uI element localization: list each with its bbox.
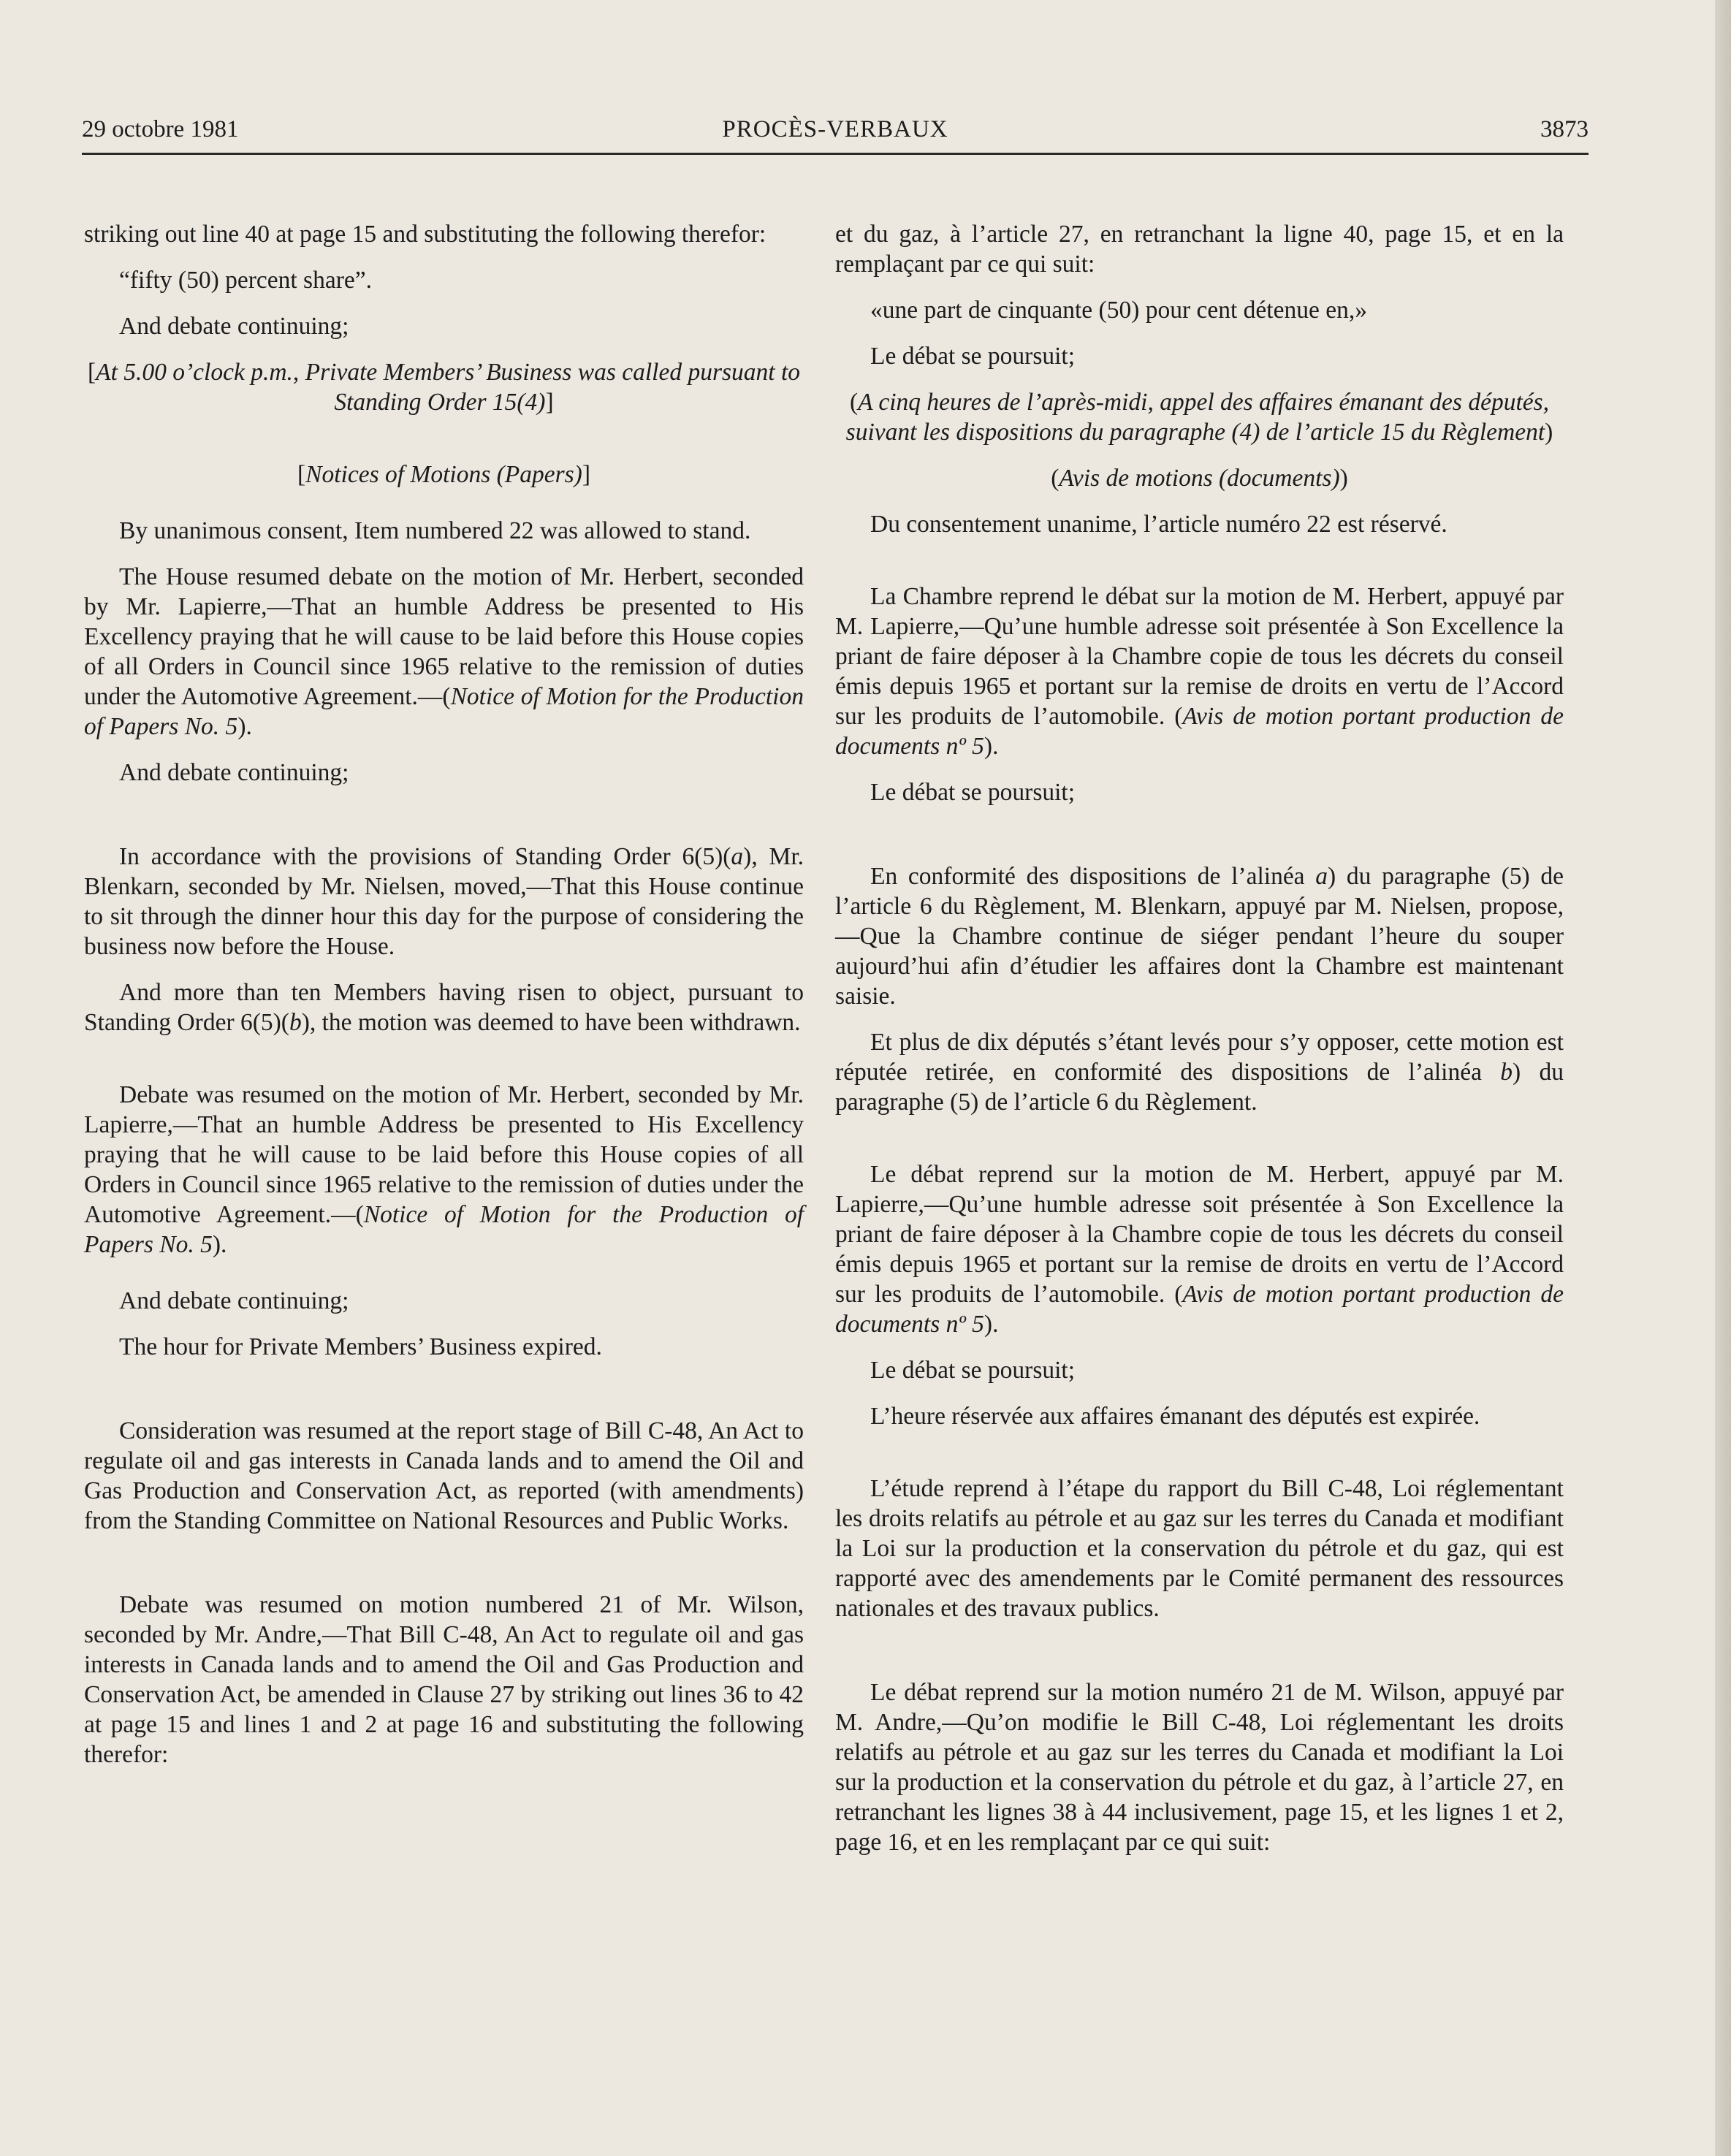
fr-stage-direction-text: A cinq heures de l’après-midi, appel des affaires émanant des députés, suivant les dispositions du paragraphe (4) de l’article 15 du Règlement bbox=[845, 389, 1550, 446]
en-paragraph: By unanimous consent, Item numbered 22 was allowed to stand. bbox=[119, 517, 751, 544]
french-column bbox=[835, 219, 1564, 1873]
fr-paren-close: ) bbox=[1545, 419, 1553, 446]
fr-italic: b bbox=[1500, 1059, 1513, 1086]
fr-paragraph: L’heure réservée aux affaires émanant des députés est expirée. bbox=[870, 1403, 1480, 1430]
en-paragraph: The hour for Private Members’ Business expired. bbox=[119, 1333, 602, 1360]
en-section-heading-text: Notices of Motions (Papers) bbox=[305, 461, 582, 488]
fr-paragraph bbox=[835, 1159, 1564, 1339]
fr-paragraph: Le débat se poursuit; bbox=[870, 1357, 1076, 1384]
en-bracket-open: [ bbox=[87, 359, 96, 386]
en-text: In accordance with the provisions of Standing Order 6(5)( bbox=[119, 843, 731, 870]
header-title: PROCÈS-VERBAUX bbox=[722, 116, 948, 142]
en-text: Debate was resumed on the motion of Mr. Herbert, seconded by Mr. Lapierre,—That an humble Address be presented to His Excellency praying that he will cause to be laid before this House copies of all Orders in Council since 1965 relative to the remission of duties under the Automotive Agreement.—( bbox=[84, 1081, 804, 1228]
fr-section-heading-text: Avis de motions (documents) bbox=[1059, 465, 1340, 492]
header-rule bbox=[82, 153, 1589, 155]
en-bracket-open: [ bbox=[297, 461, 306, 488]
fr-paragraph bbox=[835, 1027, 1564, 1117]
fr-paragraph: Du consentement unanime, l’article numéro 22 est réservé. bbox=[870, 511, 1447, 538]
en-paragraph: Consideration was resumed at the report stage of Bill C-48, An Act to regulate oil and gas interests in Canada lands and to amend the Oil and Gas Production and Conservation Act, as reported (with amendments) from the Standing Committee on National Resources and Public Works. bbox=[84, 1417, 804, 1534]
en-citation: Notice of Motion for the Production of Papers No. 5 bbox=[84, 683, 804, 740]
en-paragraph: Debate was resumed on motion numbered 21 of Mr. Wilson, seconded by Mr. Andre,—That Bill C-48, An Act to regulate oil and gas interests in Canada lands and to amend the Oil and Gas Production and Conservation Act, be amended in Clause 27 by striking out lines 36 to 42 at page 15 and lines 1 and 2 at page 16 and substituting the following therefor: bbox=[84, 1591, 804, 1768]
en-paragraph: And debate continuing; bbox=[119, 313, 349, 340]
header-page-number: 3873 bbox=[1540, 116, 1589, 142]
fr-citation: Avis de motion portant production de documents nº 5 bbox=[835, 1281, 1564, 1338]
fr-text: ). bbox=[984, 733, 999, 760]
en-text: ). bbox=[212, 1231, 227, 1258]
en-section-heading bbox=[84, 460, 804, 490]
fr-paragraph: Le débat se poursuit; bbox=[870, 343, 1076, 370]
fr-paragraph: L’étude reprend à l’étape du rapport du Bill C-48, Loi réglementant les droits relatifs au pétrole et au gaz sur les terres du Canada et modifiant la Loi sur la production et la conservation du pétrole et du gaz, qui est rapporté avec des amendements par le Comité permanent des ressources nationales et des travaux publics. bbox=[835, 1475, 1564, 1622]
en-paragraph bbox=[84, 562, 804, 742]
fr-section-heading bbox=[835, 463, 1564, 493]
fr-paren-open: ( bbox=[849, 389, 859, 416]
fr-italic: a bbox=[1315, 863, 1328, 890]
en-paragraph bbox=[84, 842, 804, 961]
en-bracket-close: ] bbox=[545, 389, 554, 416]
fr-paragraph: Le débat se poursuit; bbox=[870, 779, 1076, 806]
page-edge-shadow bbox=[1715, 0, 1731, 2156]
en-stage-direction-text: At 5.00 o’clock p.m., Private Members’ Business was called pursuant to Standing Order 15(4) bbox=[96, 359, 801, 416]
fr-text: En conformité des dispositions de l’alinéa bbox=[870, 863, 1316, 890]
fr-text: La Chambre reprend le débat sur la motion de M. Herbert, appuyé par M. Lapierre,—Qu’une humble adresse soit présentée à Son Excellence la priant de faire déposer à la Chambre copie de tous les décrets du conseil émis depuis 1965 et portant sur la remise de droits en vertu de l’Accord sur les produits de l’automobile. ( bbox=[835, 583, 1564, 730]
en-text: The House resumed debate on the motion of Mr. Herbert, seconded by Mr. Lapierre,—That an humble Address be presented to His Excellency praying that he will cause to be laid before this House copies of all Orders in Council since 1965 relative to the remission of duties under the Automotive Agreement.—( bbox=[84, 563, 804, 710]
en-text: ), the motion was deemed to have been withdrawn. bbox=[301, 1009, 801, 1036]
en-paragraph: “fifty (50) percent share”. bbox=[119, 267, 372, 294]
en-text: And more than ten Members having risen to object, pursuant to Standing Order 6(5)( bbox=[84, 979, 804, 1036]
fr-paragraph: et du gaz, à l’article 27, en retranchant la ligne 40, page 15, et en la remplaçant par ce qui suit: bbox=[835, 221, 1564, 278]
en-bracket-close: ] bbox=[582, 461, 590, 488]
fr-citation: Avis de motion portant production de documents nº 5 bbox=[835, 703, 1564, 760]
en-italic: a bbox=[731, 843, 744, 870]
fr-paren-open: ( bbox=[1051, 465, 1059, 492]
en-text: ), Mr. Blenkarn, seconded by Mr. Nielsen, moved,—That this House continue to sit through the dinner hour this day for the purpose of considering the business now before the House. bbox=[84, 843, 804, 960]
en-text: ). bbox=[237, 713, 252, 740]
fr-paren-close: ) bbox=[1339, 465, 1348, 492]
fr-stage-direction bbox=[835, 387, 1564, 447]
en-paragraph bbox=[84, 978, 804, 1037]
fr-paragraph bbox=[835, 582, 1564, 761]
en-italic: b bbox=[289, 1009, 302, 1036]
en-paragraph: And debate continuing; bbox=[119, 1287, 349, 1314]
fr-text: ) du paragraphe (5) de l’article 6 du Règlement, M. Blenkarn, appuyé par M. Nielsen, propose,—Que la Chambre continue de siéger pendant l’heure du souper aujourd’hui afin d’étudier les affaires dont la Chambre est maintenant saisie. bbox=[835, 863, 1564, 1010]
en-paragraph: striking out line 40 at page 15 and substituting the following therefor: bbox=[84, 221, 766, 248]
header-date: 29 octobre 1981 bbox=[82, 116, 239, 142]
fr-text: ) du paragraphe (5) de l’article 6 du Règlement. bbox=[835, 1059, 1564, 1116]
page-header bbox=[82, 113, 1589, 151]
fr-paragraph: Le débat reprend sur la motion numéro 21 de M. Wilson, appuyé par M. Andre,—Qu’on modifie le Bill C-48, Loi réglementant les droits relatifs au pétrole et au gaz sur les terres du Canada et modifiant la Loi sur la production et la conservation du pétrole et du gaz, à l’article 27, en retranchant les lignes 38 à 44 inclusivement, page 15, et les lignes 1 et 2, page 16, et en les remplaçant par ce qui suit: bbox=[835, 1679, 1564, 1856]
fr-text: Le débat reprend sur la motion de M. Herbert, appuyé par M. Lapierre,—Qu’une humble adresse soit présentée à Son Excellence la priant de faire déposer à la Chambre copie de tous les décrets du conseil émis depuis 1965 et portant sur la remise de droits en vertu de l’Accord sur les produits de l’automobile. ( bbox=[835, 1161, 1564, 1308]
fr-text: Et plus de dix députés s’étant levés pour s’y opposer, cette motion est réputée retirée, en conformité des dispositions de l’alinéa bbox=[835, 1029, 1564, 1086]
en-paragraph: And debate continuing; bbox=[119, 759, 349, 786]
en-citation: Notice of Motion for the Production of Papers No. 5 bbox=[84, 1201, 804, 1258]
en-stage-direction bbox=[84, 357, 804, 417]
fr-paragraph bbox=[835, 861, 1564, 1011]
en-paragraph bbox=[84, 1080, 804, 1260]
fr-text: ). bbox=[984, 1311, 999, 1338]
fr-paragraph: «une part de cinquante (50) pour cent détenue en,» bbox=[870, 297, 1367, 324]
english-column bbox=[84, 219, 804, 1786]
